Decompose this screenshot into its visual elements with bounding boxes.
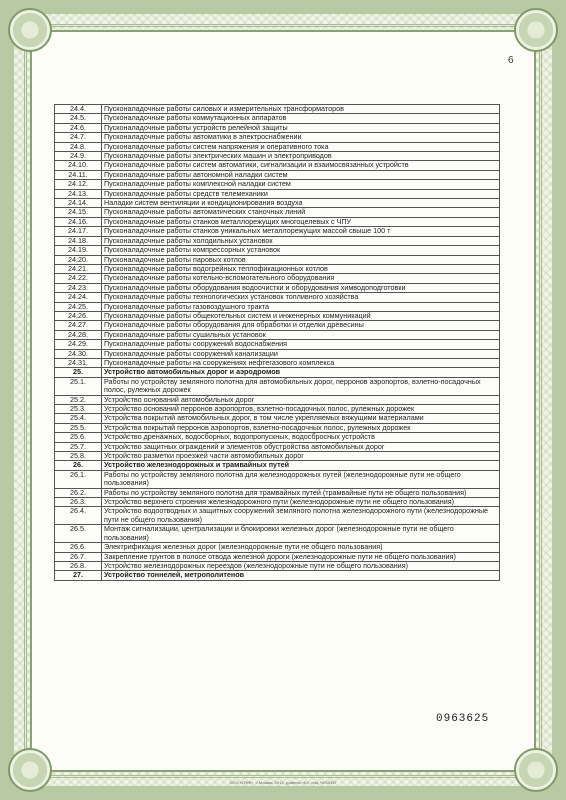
row-text: Пусконаладочные работы водогрейных теплофикационных котлов	[102, 264, 500, 273]
row-text: Устройство дренажных, водосборных, водопропускных, водосбросных устройств	[102, 433, 500, 442]
corner-ornament	[8, 8, 52, 52]
row-number: 27.	[55, 571, 102, 580]
section-row	[55, 571, 500, 580]
row-text: Устройство верхнего строения железнодорожного пути (железнодорожные пути не общего пользования)	[102, 498, 500, 507]
row-number: 24.11.	[55, 170, 102, 179]
row-text: Наладки систем вентиляции и кондиционирования воздуха	[102, 199, 500, 208]
row-number: 24.27.	[55, 321, 102, 330]
row-text: Пусконаладочные работы на сооружениях нефтегазового комплекса	[102, 358, 500, 367]
row-text: Пусконаладочные работы сооружений канализации	[102, 349, 500, 358]
row-number: 24.13.	[55, 189, 102, 198]
row-number: 24.24.	[55, 293, 102, 302]
row-text: Пусконаладочные работы оборудования для обработки и отделки древесины	[102, 321, 500, 330]
row-number: 24.15.	[55, 208, 102, 217]
row-text: Устройство железнодорожных и трамвайных путей	[102, 461, 500, 470]
row-number: 24.6.	[55, 123, 102, 132]
printer-imprint: ООО «ОФФ», г. Москва, 2011, уровень «Б», лиц. № 05337	[229, 780, 337, 785]
row-number: 24.18.	[55, 236, 102, 245]
row-text: Пусконаладочные работы технологических установок топливного хозяйства	[102, 293, 500, 302]
row-text: Пусконаладочные работы станков уникальных металлорежущих массой свыше 100 т	[102, 227, 500, 236]
row-number: 24.9.	[55, 152, 102, 161]
row-text: Пусконаладочные работы паровых котлов	[102, 255, 500, 264]
row-number: 26.2.	[55, 488, 102, 497]
table-row	[55, 414, 500, 423]
works-table	[54, 104, 500, 581]
table-row	[55, 208, 500, 217]
table-row	[55, 340, 500, 349]
row-number: 24.22.	[55, 274, 102, 283]
row-number: 26.3.	[55, 498, 102, 507]
row-text: Пусконаладочные работы компрессорных установок	[102, 246, 500, 255]
row-text: Пусконаладочные работы котельно-вспомогательного оборудования	[102, 274, 500, 283]
table-row	[55, 293, 500, 302]
row-text: Работы по устройству земляного полотна для трамвайных путей (трамвайные пути не общего пользования)	[102, 488, 500, 497]
row-text: Пусконаладочные работы электрических машин и электроприводов	[102, 152, 500, 161]
section-row	[55, 461, 500, 470]
row-number: 24.29.	[55, 340, 102, 349]
row-number: 24.12.	[55, 180, 102, 189]
table-row	[55, 227, 500, 236]
row-text: Закрепление грунтов в полосе отвода железной дороги (железнодорожные пути не общего пользования)	[102, 552, 500, 561]
row-number: 24.7.	[55, 133, 102, 142]
corner-ornament	[8, 748, 52, 792]
table-row	[55, 377, 500, 395]
section-row	[55, 368, 500, 377]
row-text: Пусконаладочные работы оборудования водоочистки и оборудования химводоподготовки	[102, 283, 500, 292]
table-row	[55, 274, 500, 283]
row-text: Устройство тоннелей, метрополитенов	[102, 571, 500, 580]
row-text: Пусконаладочные работы коммутационных аппаратов	[102, 114, 500, 123]
row-number: 24.23.	[55, 283, 102, 292]
table-row	[55, 470, 500, 488]
row-number: 24.25.	[55, 302, 102, 311]
corner-ornament	[514, 748, 558, 792]
row-text: Устройства покрытий автомобильных дорог, в том числе укрепляемых вяжущими материалами	[102, 414, 500, 423]
row-text: Пусконаладочные работы систем напряжения и оперативного тока	[102, 142, 500, 151]
row-number: 24.5.	[55, 114, 102, 123]
table-row	[55, 433, 500, 442]
row-number: 24.17.	[55, 227, 102, 236]
row-text: Работы по устройству земляного полотна для железнодорожных путей (железнодорожные пути не общего пользования)	[102, 470, 500, 488]
row-number: 25.6.	[55, 433, 102, 442]
table-row	[55, 114, 500, 123]
row-text: Пусконаладочные работы сооружений водоснабжения	[102, 340, 500, 349]
row-number: 25.	[55, 368, 102, 377]
row-number: 24.30.	[55, 349, 102, 358]
table-row	[55, 321, 500, 330]
corner-ornament	[514, 8, 558, 52]
row-text: Пусконаладочные работы автоматических станочных линий	[102, 208, 500, 217]
row-number: 24.28.	[55, 330, 102, 339]
row-text: Устройства покрытий перронов аэропортов, взлетно-посадочных полос, рулежных дорожек	[102, 423, 500, 432]
row-text: Пусконаладочные работы станков металлорежущих многоцелевых с ЧПУ	[102, 217, 500, 226]
row-number: 24.21.	[55, 264, 102, 273]
row-text: Устройство железнодорожных переездов (железнодорожные пути не общего пользования)	[102, 561, 500, 570]
row-text: Пусконаладочные работы автономной наладки систем	[102, 170, 500, 179]
row-number: 24.26.	[55, 311, 102, 320]
row-number: 26.7.	[55, 552, 102, 561]
row-number: 24.10.	[55, 161, 102, 170]
row-number: 26.6.	[55, 543, 102, 552]
table-row	[55, 525, 500, 543]
row-text: Устройство водоотводных и защитных сооружений земляного полотна железнодорожного пути (железнодорожные пути не общего пользования)	[102, 507, 500, 525]
row-text: Устройство оснований перронов аэропортов, взлетно-посадочных полос, рулежных дорожек	[102, 405, 500, 414]
row-text: Пусконаладочные работы автоматики в электроснабжении	[102, 133, 500, 142]
row-number: 26.	[55, 461, 102, 470]
row-number: 26.1.	[55, 470, 102, 488]
row-text: Пусконаладочные работы систем автоматики, сигнализации и взаимосвязанных устройств	[102, 161, 500, 170]
row-text: Пусконаладочные работы сушильных установок	[102, 330, 500, 339]
row-text: Устройство оснований автомобильных дорог	[102, 395, 500, 404]
serial-number: 0963625	[436, 713, 490, 725]
table-row	[55, 133, 500, 142]
table-row	[55, 180, 500, 189]
page-number: 6	[508, 55, 514, 66]
row-number: 24.16.	[55, 217, 102, 226]
row-text: Пусконаладочные работы устройств релейной защиты	[102, 123, 500, 132]
row-number: 24.20.	[55, 255, 102, 264]
table-row	[55, 161, 500, 170]
row-number: 24.4.	[55, 105, 102, 114]
row-number: 24.14.	[55, 199, 102, 208]
row-text: Пусконаладочные работы комплексной наладки систем	[102, 180, 500, 189]
row-text: Пусконаладочные работы холодильных установок	[102, 236, 500, 245]
row-number: 26.5.	[55, 525, 102, 543]
row-text: Пусконаладочные работы общекотельных систем и инженерных коммуникаций	[102, 311, 500, 320]
row-text: Монтаж сигнализации, централизации и блокировки железных дорог (железнодорожные пути не общего пользования)	[102, 525, 500, 543]
row-text: Пусконаладочные работы силовых и измерительных трансформаторов	[102, 105, 500, 114]
row-number: 26.8.	[55, 561, 102, 570]
row-number: 25.8.	[55, 452, 102, 461]
table-row	[55, 255, 500, 264]
row-number: 25.1.	[55, 377, 102, 395]
row-text: Электрификация железных дорог (железнодорожные пути не общего пользования)	[102, 543, 500, 552]
table-row	[55, 246, 500, 255]
row-number: 25.2.	[55, 395, 102, 404]
table-row	[55, 552, 500, 561]
row-number: 24.31.	[55, 358, 102, 367]
row-text: Устройство разметки проезжей части автомобильных дорог	[102, 452, 500, 461]
row-number: 24.8.	[55, 142, 102, 151]
row-text: Пусконаладочные работы средств телемеханики	[102, 189, 500, 198]
table-row	[55, 543, 500, 552]
row-number: 25.4.	[55, 414, 102, 423]
table-row	[55, 507, 500, 525]
row-text: Пусконаладочные работы газовоздушного тракта	[102, 302, 500, 311]
row-number: 26.4.	[55, 507, 102, 525]
row-number: 25.3.	[55, 405, 102, 414]
row-text: Устройство автомобильных дорог и аэродромов	[102, 368, 500, 377]
row-text: Работы по устройству земляного полотна для автомобильных дорог, перронов аэропортов, взлетно-посадочных полос, рулежных дорожек	[102, 377, 500, 395]
row-text: Устройство защитных ограждений и элементов обустройства автомобильных дорог	[102, 442, 500, 451]
works-table-body	[55, 105, 500, 581]
row-number: 24.19.	[55, 246, 102, 255]
row-number: 25.7.	[55, 442, 102, 451]
row-number: 25.5.	[55, 423, 102, 432]
